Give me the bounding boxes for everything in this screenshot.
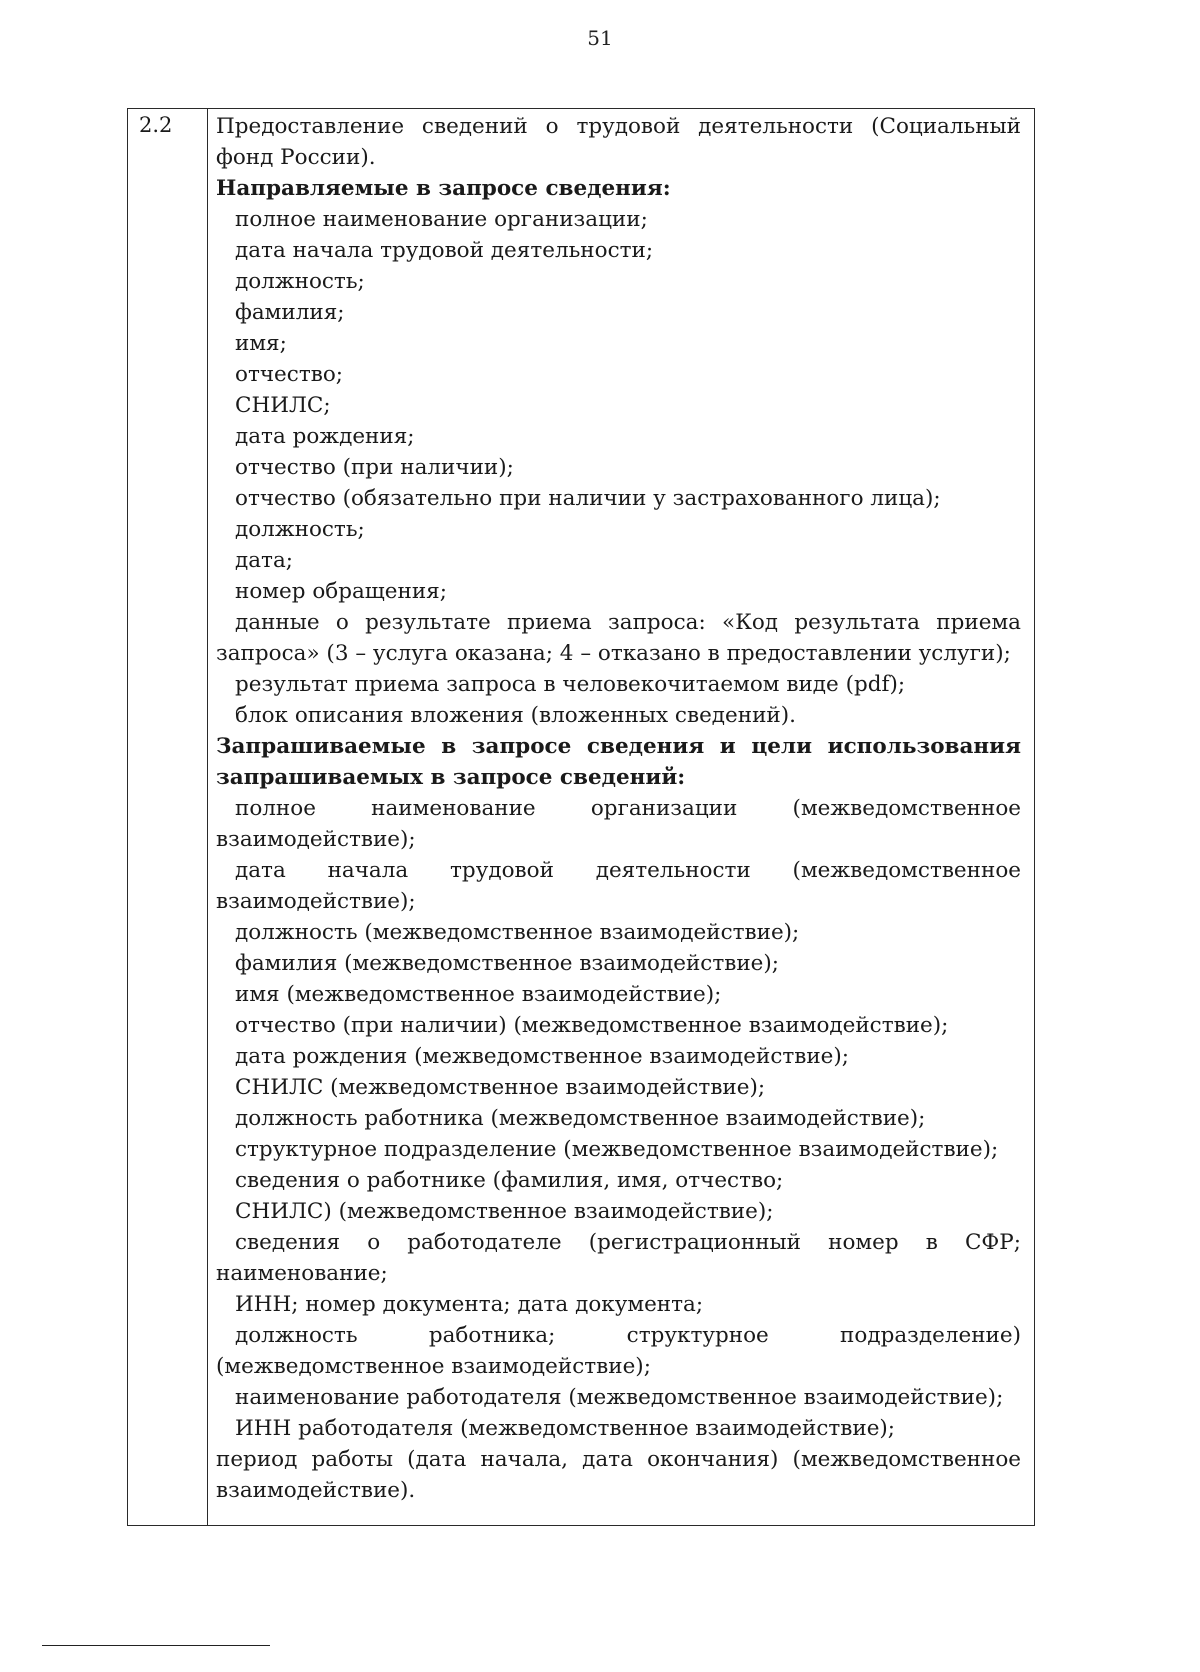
list-item: Предоставление сведений о трудовой деятельности (Социальный фонд России). <box>216 114 1021 170</box>
list-item: дата начала трудовой деятельности (межведомственное взаимодействие); <box>216 858 1021 914</box>
section-heading: Запрашиваемые в запросе сведения и цели использования запрашиваемых в запросе сведений: <box>216 734 1021 790</box>
list-item: должность работника; структурное подразделение) (межведомственное взаимодействие); <box>216 1323 1021 1379</box>
list-item: полное наименование организации; <box>235 207 648 232</box>
requirements-table <box>127 108 1035 1526</box>
section-heading: Направляемые в запросе сведения: <box>216 176 671 201</box>
list-item: отчество (обязательно при наличии у застрахованного лица); <box>235 486 941 511</box>
list-item: номер обращения; <box>235 579 447 604</box>
list-item: полное наименование организации (межведомственное взаимодействие); <box>216 796 1021 852</box>
list-item: должность; <box>235 517 365 542</box>
list-item: данные о результате приема запроса: «Код результата приема запроса» (3 – услуга оказана; 4 – отказано в предоставлении услуги); <box>216 610 1021 666</box>
list-item: должность; <box>235 269 365 294</box>
list-item: фамилия; <box>235 300 345 325</box>
list-item: СНИЛС) (межведомственное взаимодействие); <box>235 1199 774 1224</box>
list-item: дата начала трудовой деятельности; <box>235 238 654 263</box>
page-number: 51 <box>587 26 613 50</box>
list-item: дата рождения; <box>235 424 415 449</box>
list-item: СНИЛС (межведомственное взаимодействие); <box>235 1075 766 1100</box>
list-item: сведения о работнике (фамилия, имя, отчество; <box>235 1168 784 1193</box>
row-content-cell <box>208 109 1034 1525</box>
list-item: должность (межведомственное взаимодействие); <box>235 920 800 945</box>
list-item: дата рождения (межведомственное взаимодействие); <box>235 1044 850 1069</box>
list-item: структурное подразделение (межведомственное взаимодействие); <box>235 1137 999 1162</box>
footnote-separator <box>42 1645 270 1646</box>
row-number-cell <box>128 109 208 1525</box>
row-number: 2.2 <box>139 113 173 137</box>
list-item: отчество; <box>235 362 344 387</box>
list-item: имя (межведомственное взаимодействие); <box>235 982 722 1007</box>
list-item: сведения о работодателе (регистрационный номер в СФР; наименование; <box>216 1230 1021 1286</box>
list-item: фамилия (межведомственное взаимодействие); <box>235 951 780 976</box>
list-item: результат приема запроса в человекочитаемом виде (pdf); <box>235 672 906 697</box>
list-item: дата; <box>235 548 294 573</box>
list-item: отчество (при наличии); <box>235 455 514 480</box>
list-item: ИНН работодателя (межведомственное взаимодействие); <box>235 1416 896 1441</box>
list-item: блок описания вложения (вложенных сведений). <box>235 703 796 728</box>
list-item: должность работника (межведомственное взаимодействие); <box>235 1106 926 1131</box>
list-item: наименование работодателя (межведомственное взаимодействие); <box>235 1385 1004 1410</box>
list-item: период работы (дата начала, дата окончания) (межведомственное взаимодействие). <box>216 1447 1021 1503</box>
list-item: отчество (при наличии) (межведомственное взаимодействие); <box>235 1013 949 1038</box>
list-item: имя; <box>235 331 287 356</box>
list-item: СНИЛС; <box>235 393 331 418</box>
list-item: ИНН; номер документа; дата документа; <box>235 1292 704 1317</box>
